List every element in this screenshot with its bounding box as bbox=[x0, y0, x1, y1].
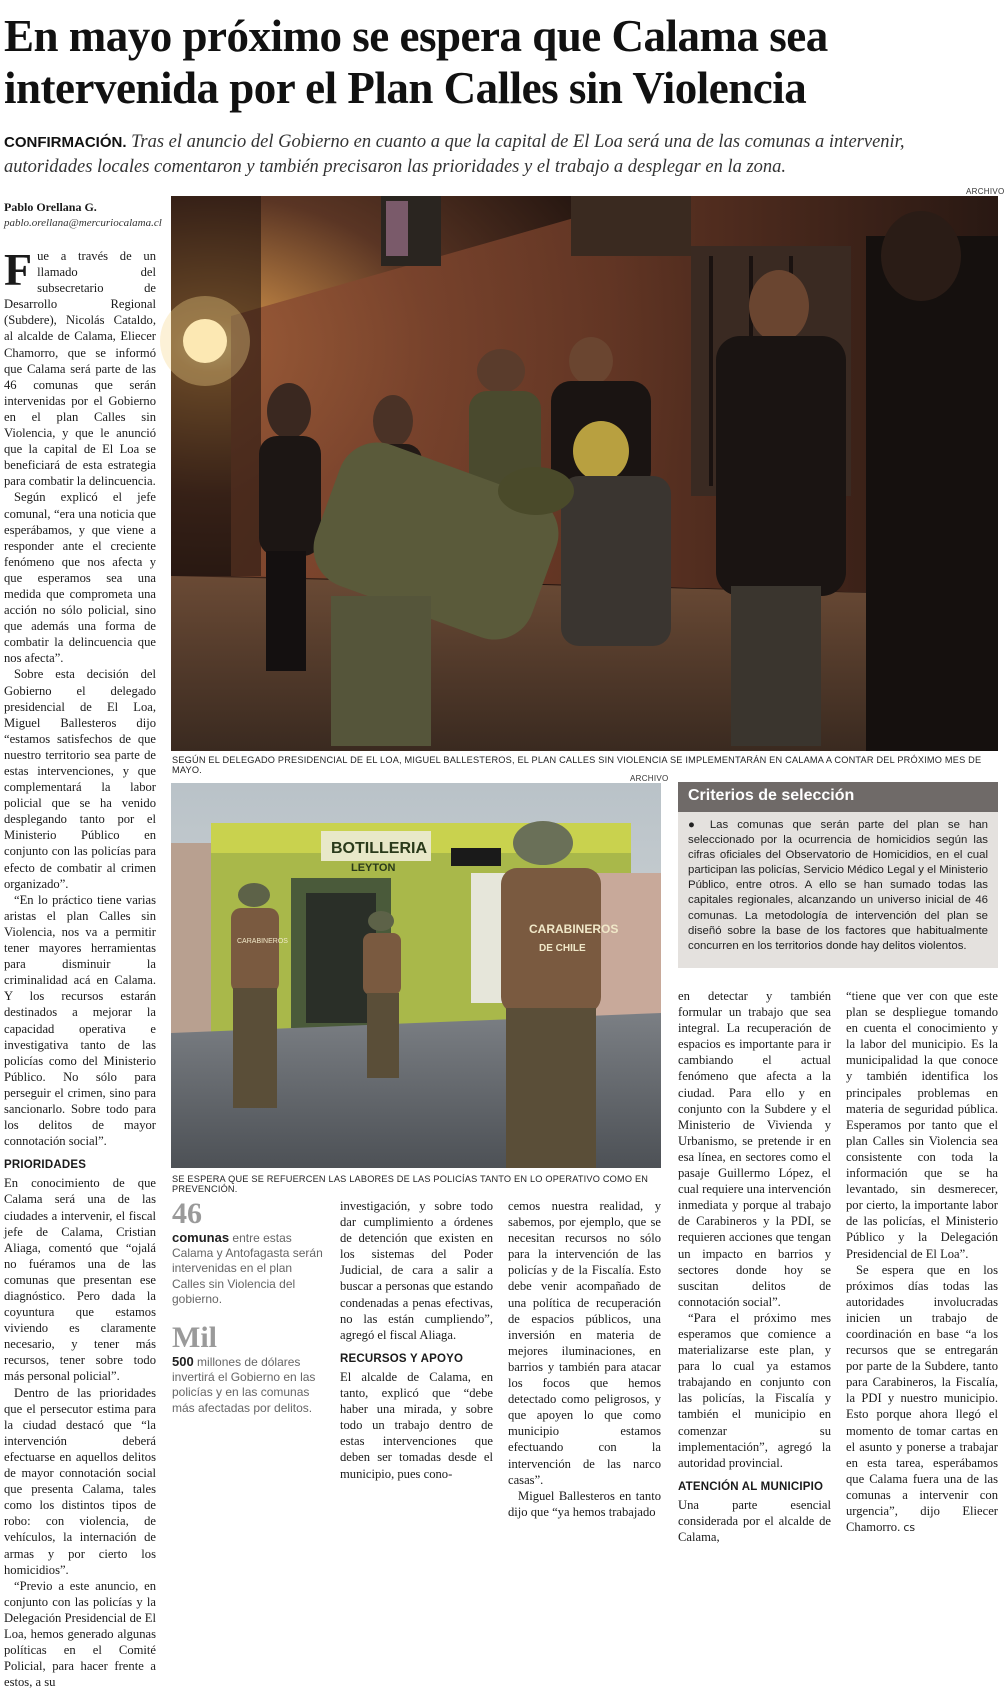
paragraph: En conocimiento de que Calama será una de las ciudades a intervenir, el fiscal jefe de Calama, Cristian Aliaga, comentó que “ojalá no fuéramos una de las comunas que presentan ese diagnóstico. Pero dada la coyuntura que estamos viviendo es claramente necesario, y tener más recursos, tener sobre todo más personal policial”. bbox=[4, 1176, 156, 1384]
paragraph: Una parte esencial considerada por el alcalde de Calama, bbox=[678, 1497, 831, 1545]
box-title: Criterios de selección bbox=[678, 782, 998, 812]
article-column-5 bbox=[678, 988, 831, 1545]
paragraph: “Previo a este anuncio, en conjunto con las policías y la Delegación Presidencial de El Loa, hemos generado algunas políticas en el Comité Policial, para hacer frente a estos, a su bbox=[4, 1578, 156, 1690]
vest-label: CARABINEROS bbox=[237, 938, 288, 945]
article-column-1 bbox=[4, 244, 156, 1690]
headline: En mayo próximo se espera que Calama sea intervenida por el Plan Calles sin Violencia bbox=[4, 11, 828, 113]
street-photo-caption: SE ESPERA QUE SE REFUERCEN LAS LABORES DE LAS POLICÍAS TANTO EN LO OPERATIVO COMO EN PREVENCIÓN. bbox=[172, 1174, 649, 1194]
stat-mil-500: Mil 500 millones de dólares invertirá el Gobierno en las policías y en las comunas más afectadas por delitos. bbox=[172, 1322, 324, 1416]
night-police-inspection-photo bbox=[171, 196, 998, 751]
main-photo-caption: SEGÚN EL DELEGADO PRESIDENCIAL DE EL LOA, MIGUEL BALLESTEROS, EL PLAN CALLES SIN VIOLENCIA SE IMPLEMENTARÁN EN CALAMA A CONTAR DEL PRÓXIMO MES DE MAYO. bbox=[172, 755, 982, 775]
subhead-atencion: ATENCIÓN AL MUNICIPIO bbox=[678, 1480, 824, 1493]
store-sign-name: LEYTON bbox=[351, 862, 396, 874]
article-column-6 bbox=[846, 988, 998, 1536]
paragraph: Según explicó el jefe comunal, “era una noticia que esperábamos, y que viene a responder ante el creciente fenómeno que nos afecta y que esperamos sea una medida que comprometa una acción no sólo policial, sino que además una forma de combatir la delincuencia que nos afecta”. bbox=[4, 490, 156, 666]
article-column-3 bbox=[340, 1198, 493, 1482]
deck-text: Tras el anuncio del Gobierno en cuanto a que la capital de El Loa será una de las comunas a intervenir, autoridades locales comentaron y también precisaron las prioridades y el trabajo a desplegar en la zona. bbox=[4, 132, 905, 177]
selection-criteria-box bbox=[678, 782, 998, 968]
paragraph: Se espera que en los próximos días todas las autoridades involucradas inicien un trabajo de coordinación en base “a los recursos que se entregarán por parte de la Subdere, tanto para Carabineros, la Fiscalía, la PDI y nuestro municipio. Esto porque ahora llegó el momento de tomar cartas en el asunto y ponerse a trabajar en esta tarea, esperábamos que Calama fuera una de las comunas a intervenir con urgencia”, dijo Eliecer Chamorro. cs bbox=[846, 1262, 998, 1535]
store-sign: BOTILLERIA bbox=[331, 840, 427, 857]
drop-cap: F bbox=[4, 244, 33, 295]
stat-label: 500 bbox=[172, 1354, 194, 1369]
paragraph: Fue a través de un llamado del subsecretario de Desarrollo Regional (Subdere), Nicolás Cataldo, al alcalde de Calama, Eliecer Chamorro, que se informó que Calama será parte de las 46 comunas que serán intervenidas por el Gobierno en el plan Calles sin Violencia, y que le anunció que la capital de El Loa se beneficiará de esta estrategia para combatir la delincuencia. bbox=[4, 244, 156, 489]
end-mark-icon: cs bbox=[903, 1521, 916, 1535]
main-photo bbox=[171, 196, 998, 751]
paragraph: en detectar y también formular un trabajo que sea integral. La recuperación de espacios es importante para ir cambiando el actual fenómeno que afecta a la ciudad. Para ello y en conjunto con la Subdere y el Ministerio de Vivienda y Urbanismo, se pretende ir en esa línea, en sectores como el pasaje Guillermo López, el cual requiere una intervención inmediata y porque al trabajo de Carabineros y la PDI, se requieren acciones que tengan un impacto en barrios y sectores donde hoy se suscitan delitos de connotación social”. bbox=[678, 989, 831, 1309]
subhead-prioridades: PRIORIDADES bbox=[4, 1159, 87, 1172]
stat-number: 46 bbox=[172, 1197, 202, 1230]
author-name: Pablo Orellana G. bbox=[4, 200, 97, 214]
paragraph: Miguel Ballesteros en tanto dijo que “ya hemos trabajado bbox=[508, 1488, 661, 1519]
subhead-recursos: RECURSOS Y APOYO bbox=[340, 1352, 464, 1365]
stat-label: comunas bbox=[172, 1230, 230, 1245]
byline bbox=[4, 200, 164, 229]
photo-credit-tag: ARCHIVO bbox=[630, 774, 669, 783]
street-patrol-photo bbox=[171, 783, 661, 1168]
paragraph: El alcalde de Calama, en tanto, explicó que “debe haber una mirada, y sobre todo un trabajo dentro de estas intervenciones que deben ser tomadas desde el municipio, pues cono- bbox=[340, 1369, 493, 1481]
paragraph: Sobre esta decisión del Gobierno el delegado presidencial de El Loa, Miguel Ballesteros dijo “estamos satisfechos de que nuestro territorio sea parte de estas intervenciones, y que complementará la labor policial que se ha venido desplegando tanto por el Ministerio Público en conjunto con las policías para efecto de combatir al crimen organizado”. bbox=[4, 667, 156, 891]
paragraph: “Para el próximo mes esperamos que comience a materializarse este plan, y para lo cual ya estamos trabajando en conjunto con las policías, la Fiscalía y también el municipio en comenzar su implementación”, agregó la autoridad provincial. bbox=[678, 1310, 831, 1470]
vest-label: CARABINEROS bbox=[529, 922, 619, 936]
paragraph: cemos nuestra realidad, y sabemos, por ejemplo, que se necesitan recursos no sólo para la intervención de las policías y de la Fiscalía. Esto debe venir acompañado de una política de recuperación de espacios públicos, una inversión en materia de mejores iluminaciones, en barrios y también para atacar los focos que hemos detectado como peligrosos, y que apoyen lo que como municipio estamos efectuando con la intervención de las narco casas”. bbox=[508, 1199, 661, 1487]
deck-kicker: CONFIRMACIÓN. bbox=[4, 134, 127, 151]
paragraph: investigación, y sobre todo dar cumplimiento a órdenes de detención que existen en los sistemas del Poder Judicial, de cara a salir a buscar a personas que estando condenadas a penas efectivas, no las están cumpliendo”, agregó el fiscal Aliaga. bbox=[340, 1199, 493, 1342]
box-text: ● Las comunas que serán parte del plan se han seleccionado por la ocurrencia de homicidios según las cifras oficiales del Observatorio de Homicidios, en el cual participan las policías, Servicio Médico Legal y el Ministerio Público, entre otros. A ello se han sumado todas las capitales regionales, alcanzando un universo inicial de 46 comunas. La metodología de intervención del plan se diseñó sobre la base de los factores que habitualmente concurren en los territorios donde hay delitos violentos. bbox=[688, 819, 988, 952]
paragraph: “tiene que ver con que este plan se despliegue tomando en cuenta el conocimiento y la labor del municipio. Es la municipalidad la que conoce y también identifica los principales problemas en materia de seguridad pública. Esperamos por tanto que el plan Calles sin Violencia sea consistente con toda la información que se ha levantado, sin desmerecer, por cierto, la importante labor de las policías, el Ministerio Público y la Delegación Presidencial de El Loa”. bbox=[846, 989, 998, 1261]
paragraph: Dentro de las prioridades que el persecutor estima para la ciudad destacó que “la intervención deberá efectuarse en aquellos delitos de mayor connotación social que presenta Calama, tales como los distintos tipos de robo: con violencia, de vehículos, la internación de armas y por cierto los homicidios”. bbox=[4, 1385, 156, 1577]
bullet-icon: ● bbox=[688, 819, 710, 831]
stat-46-comunas: 46 comunas entre estas Calama y Antofagasta serán intervenidas en el plan Calles sin Violencia del gobierno. bbox=[172, 1197, 323, 1306]
paragraph: “En lo práctico tiene varias aristas el plan Calles sin Violencia, nos va a permitir tener mayores herramientas para disminuir la criminalidad acá en Calama. Y los recursos estarán destinados a mejorar la capacidad operativa e investigativa tanto de las policías como del Ministerio Público. No sólo para perseguir el crimen, sino para sancionarlo. Sobre todo para los delitos de mayor connotación social”. bbox=[4, 892, 156, 1149]
stat-number: Mil bbox=[172, 1321, 217, 1354]
deck bbox=[4, 130, 996, 180]
carabineros-patrol-photo bbox=[171, 783, 661, 1168]
article-column-4 bbox=[508, 1198, 661, 1520]
vest-label: DE CHILE bbox=[539, 943, 586, 954]
author-email[interactable]: pablo.orellana@mercuriocalama.cl bbox=[4, 217, 162, 229]
photo-credit-tag: ARCHIVO bbox=[966, 187, 1005, 196]
